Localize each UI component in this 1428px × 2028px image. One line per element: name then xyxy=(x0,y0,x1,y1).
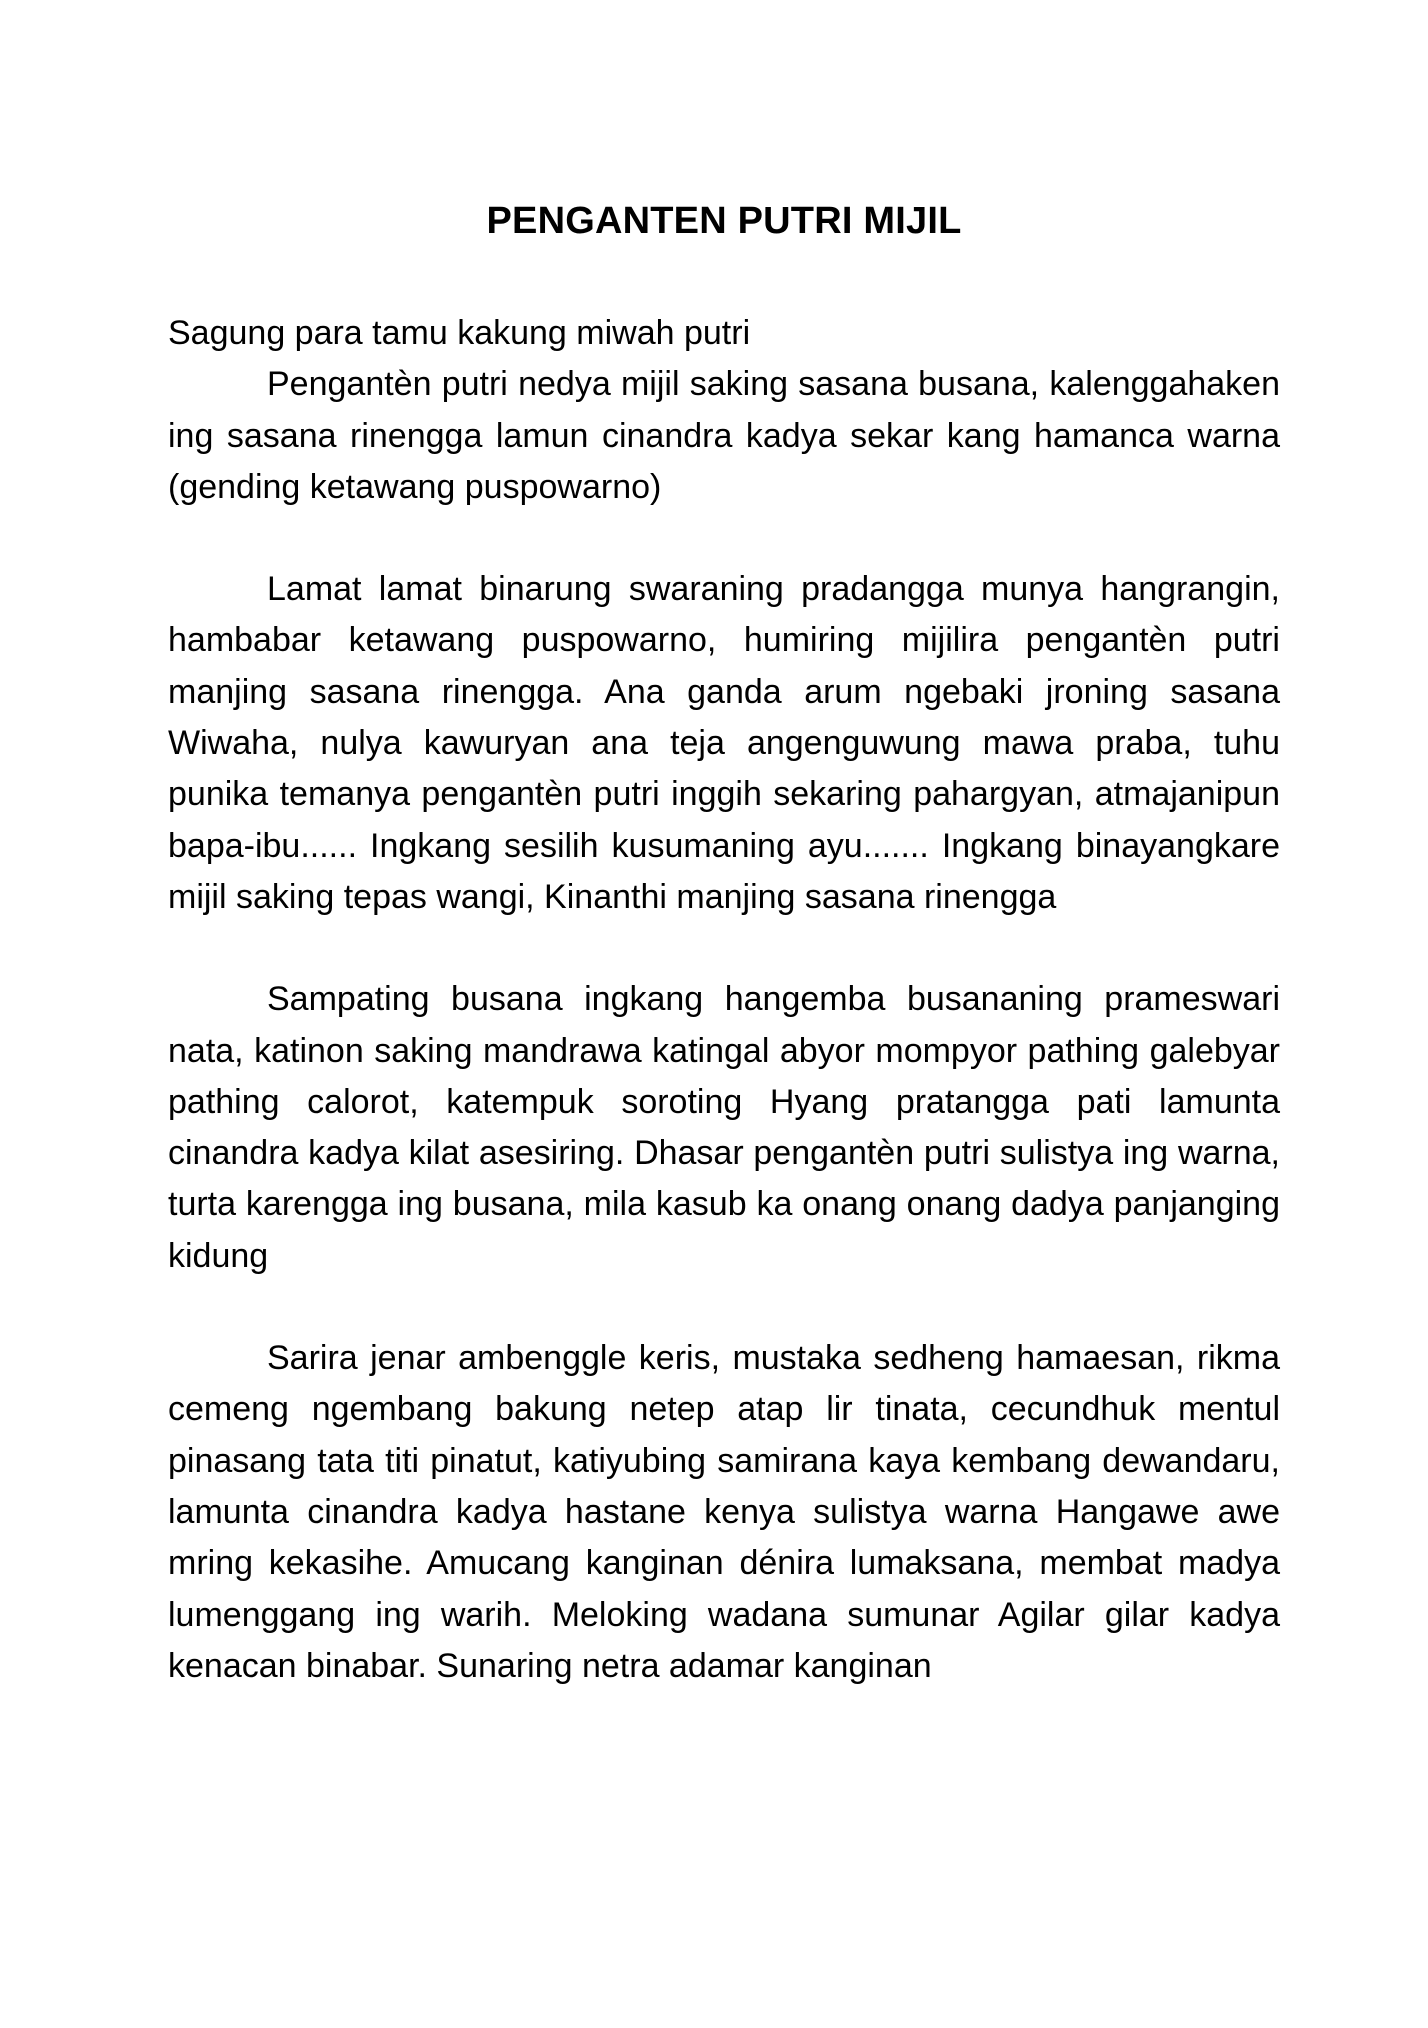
paragraph-4: Sarira jenar ambenggle keris, mustaka sedheng hamaesan, rikma cemeng ngembang bakung netep atap lir tinata, cecundhuk mentul pinasang tata titi pinatut, katiyubing samirana kaya kembang dewandaru, lamunta cinandra kadya hastane kenya sulistya warna Hangawe awe mring kekasihe. Amucang kanginan dénira lumaksana, membat madya lumenggang ing warih. Meloking wadana sumunar Agilar gilar kadya kenacan binabar. Sunaring netra adamar kanginan xyxy=(168,1339,1280,1685)
page-title: PENGANTEN PUTRI MIJIL xyxy=(486,200,962,242)
paragraph-3: Sampating busana ingkang hangemba busananing prameswari nata, katinon saking mandrawa katingal abyor mompyor pathing galebyar pathing calorot, katempuk soroting Hyang pratangga pati lamunta cinandra kadya kilat asesiring. Dhasar pengantèn putri sulistya ing warna, turta karengga ing busana, mila kasub ka onang onang dadya panjanging kidung xyxy=(168,980,1280,1275)
salutation-line: Sagung para tamu kakung miwah putri xyxy=(168,314,751,352)
document-page xyxy=(168,196,1280,1692)
paragraph-2: Lamat lamat binarung swaraning pradangga munya hangrangin, hambabar ketawang puspowarno, humiring mijilira pengantèn putri manjing sasana rinengga. Ana ganda arum ngebaki jroning sasana Wiwaha, nulya kawuryan ana teja angenguwung mawa praba, tuhu punika temanya pengantèn putri inggih sekaring pahargyan, atmajanipun bapa-ibu...... Ingkang sesilih kusumaning ayu....... Ingkang binayangkare mijil saking tepas wangi, Kinanthi manjing sasana rinengga xyxy=(168,570,1280,916)
paragraph-1: Pengantèn putri nedya mijil saking sasana busana, kalenggahaken ing sasana rinengga lamun cinandra kadya sekar kang hamanca warna (gending ketawang puspowarno) xyxy=(168,365,1280,506)
